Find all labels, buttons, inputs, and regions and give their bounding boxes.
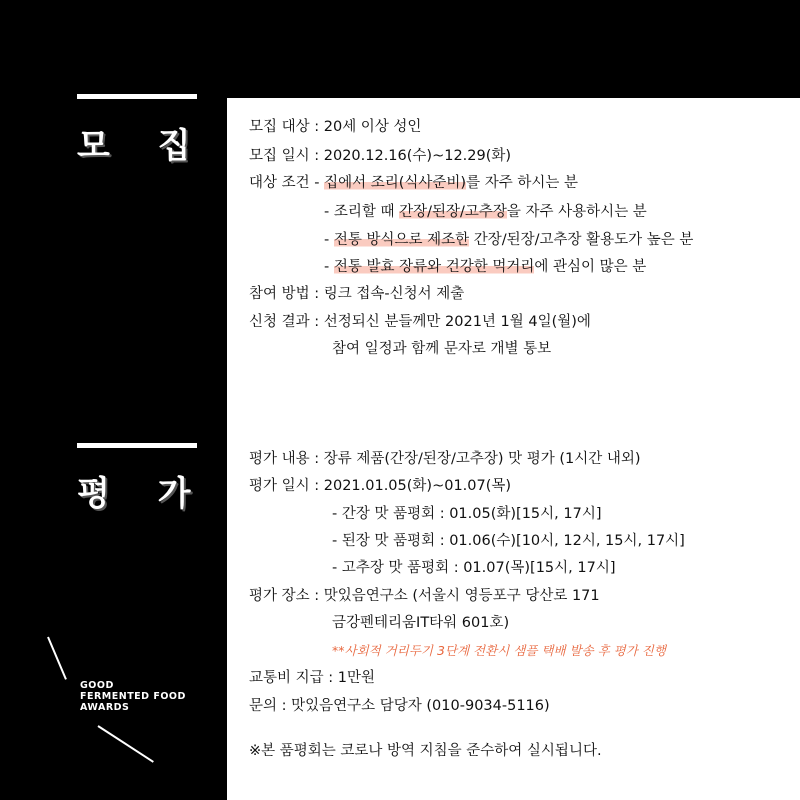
- eval-content: 평가 내용 : 장류 제품(간장/된장/고추장) 맛 평가 (1시간 내외): [249, 451, 641, 467]
- condition-4-prefix: -: [324, 259, 334, 275]
- recruit-period: 모집 일시 : 2020.12.16(수)~12.29(화): [249, 148, 512, 164]
- footer-notice: ※본 품평회는 코로나 방역 지침을 준수하여 실시됩니다.: [249, 743, 602, 759]
- condition-2: [324, 201, 647, 223]
- eval-schedule-1: - 간장 맛 품평회 : 01.05(화)[15시, 17시]: [332, 506, 602, 522]
- condition-1-highlight: 집에서 조리(식사준비): [324, 175, 467, 191]
- condition-3-prefix: -: [324, 232, 334, 248]
- condition-2-highlight: 간장/된장/고추장: [399, 204, 507, 220]
- logo-line-2: FERMENTED FOOD: [80, 691, 186, 702]
- condition-3: [324, 229, 693, 251]
- section-title-recruit: 모 집: [77, 126, 209, 166]
- recruit-result-2: 참여 일정과 함께 문자로 개별 통보: [332, 341, 552, 357]
- recruit-target: 모집 대상 : 20세 이상 성인: [249, 119, 422, 135]
- eval-place-2: 금강펜테리움IT타워 601호): [332, 615, 510, 631]
- logo-slash-bottom: [97, 725, 153, 763]
- condition-1-rest: 를 자주 하시는 분: [466, 175, 578, 191]
- eval-note: **사회적 거리두기 3단계 전환시 샘플 택배 발송 후 평가 진행: [332, 643, 666, 658]
- eval-place-1: 평가 장소 : 맛있음연구소 (서울시 영등포구 당산로 171: [249, 588, 600, 604]
- logo: [80, 680, 186, 713]
- eval-schedule-3: - 고추장 맛 품평회 : 01.07(목)[15시, 17시]: [332, 560, 616, 576]
- section-bar-eval: [77, 443, 197, 448]
- section-title-eval: 평 가: [77, 474, 209, 514]
- recruit-method: 참여 방법 : 링크 접속-신청서 제출: [249, 286, 465, 302]
- eval-schedule-2: - 된장 맛 품평회 : 01.06(수)[10시, 12시, 15시, 17시]: [332, 533, 685, 549]
- eval-period: 평가 일시 : 2021.01.05(화)~01.07(목): [249, 478, 512, 494]
- condition-3-rest: 간장/된장/고추장 활용도가 높은 분: [469, 232, 694, 248]
- condition-1: [249, 172, 578, 194]
- condition-prefix: 대상 조건 -: [249, 175, 325, 191]
- condition-4-rest: 에 관심이 많은 분: [534, 259, 647, 275]
- condition-2-rest: 을 자주 사용하시는 분: [506, 204, 647, 220]
- contact-info: 문의 : 맛있음연구소 담당자 (010-9034-5116): [249, 698, 550, 714]
- logo-line-3: AWARDS: [80, 702, 130, 713]
- recruit-result-1: 신청 결과 : 선정되신 분들께만 2021년 1월 4일(월)에: [249, 314, 591, 330]
- transport-fee: 교통비 지급 : 1만원: [249, 670, 375, 686]
- logo-slash-top: [47, 637, 67, 680]
- condition-2-prefix: - 조리할 때: [324, 204, 400, 220]
- condition-4-highlight: 전통 발효 장류와 건강한 먹거리: [333, 259, 535, 275]
- logo-line-1: GOOD: [80, 680, 114, 691]
- section-bar-recruit: [77, 94, 197, 99]
- condition-4: [324, 256, 646, 278]
- condition-3-highlight: 전통 방식으로 제조한: [333, 232, 470, 248]
